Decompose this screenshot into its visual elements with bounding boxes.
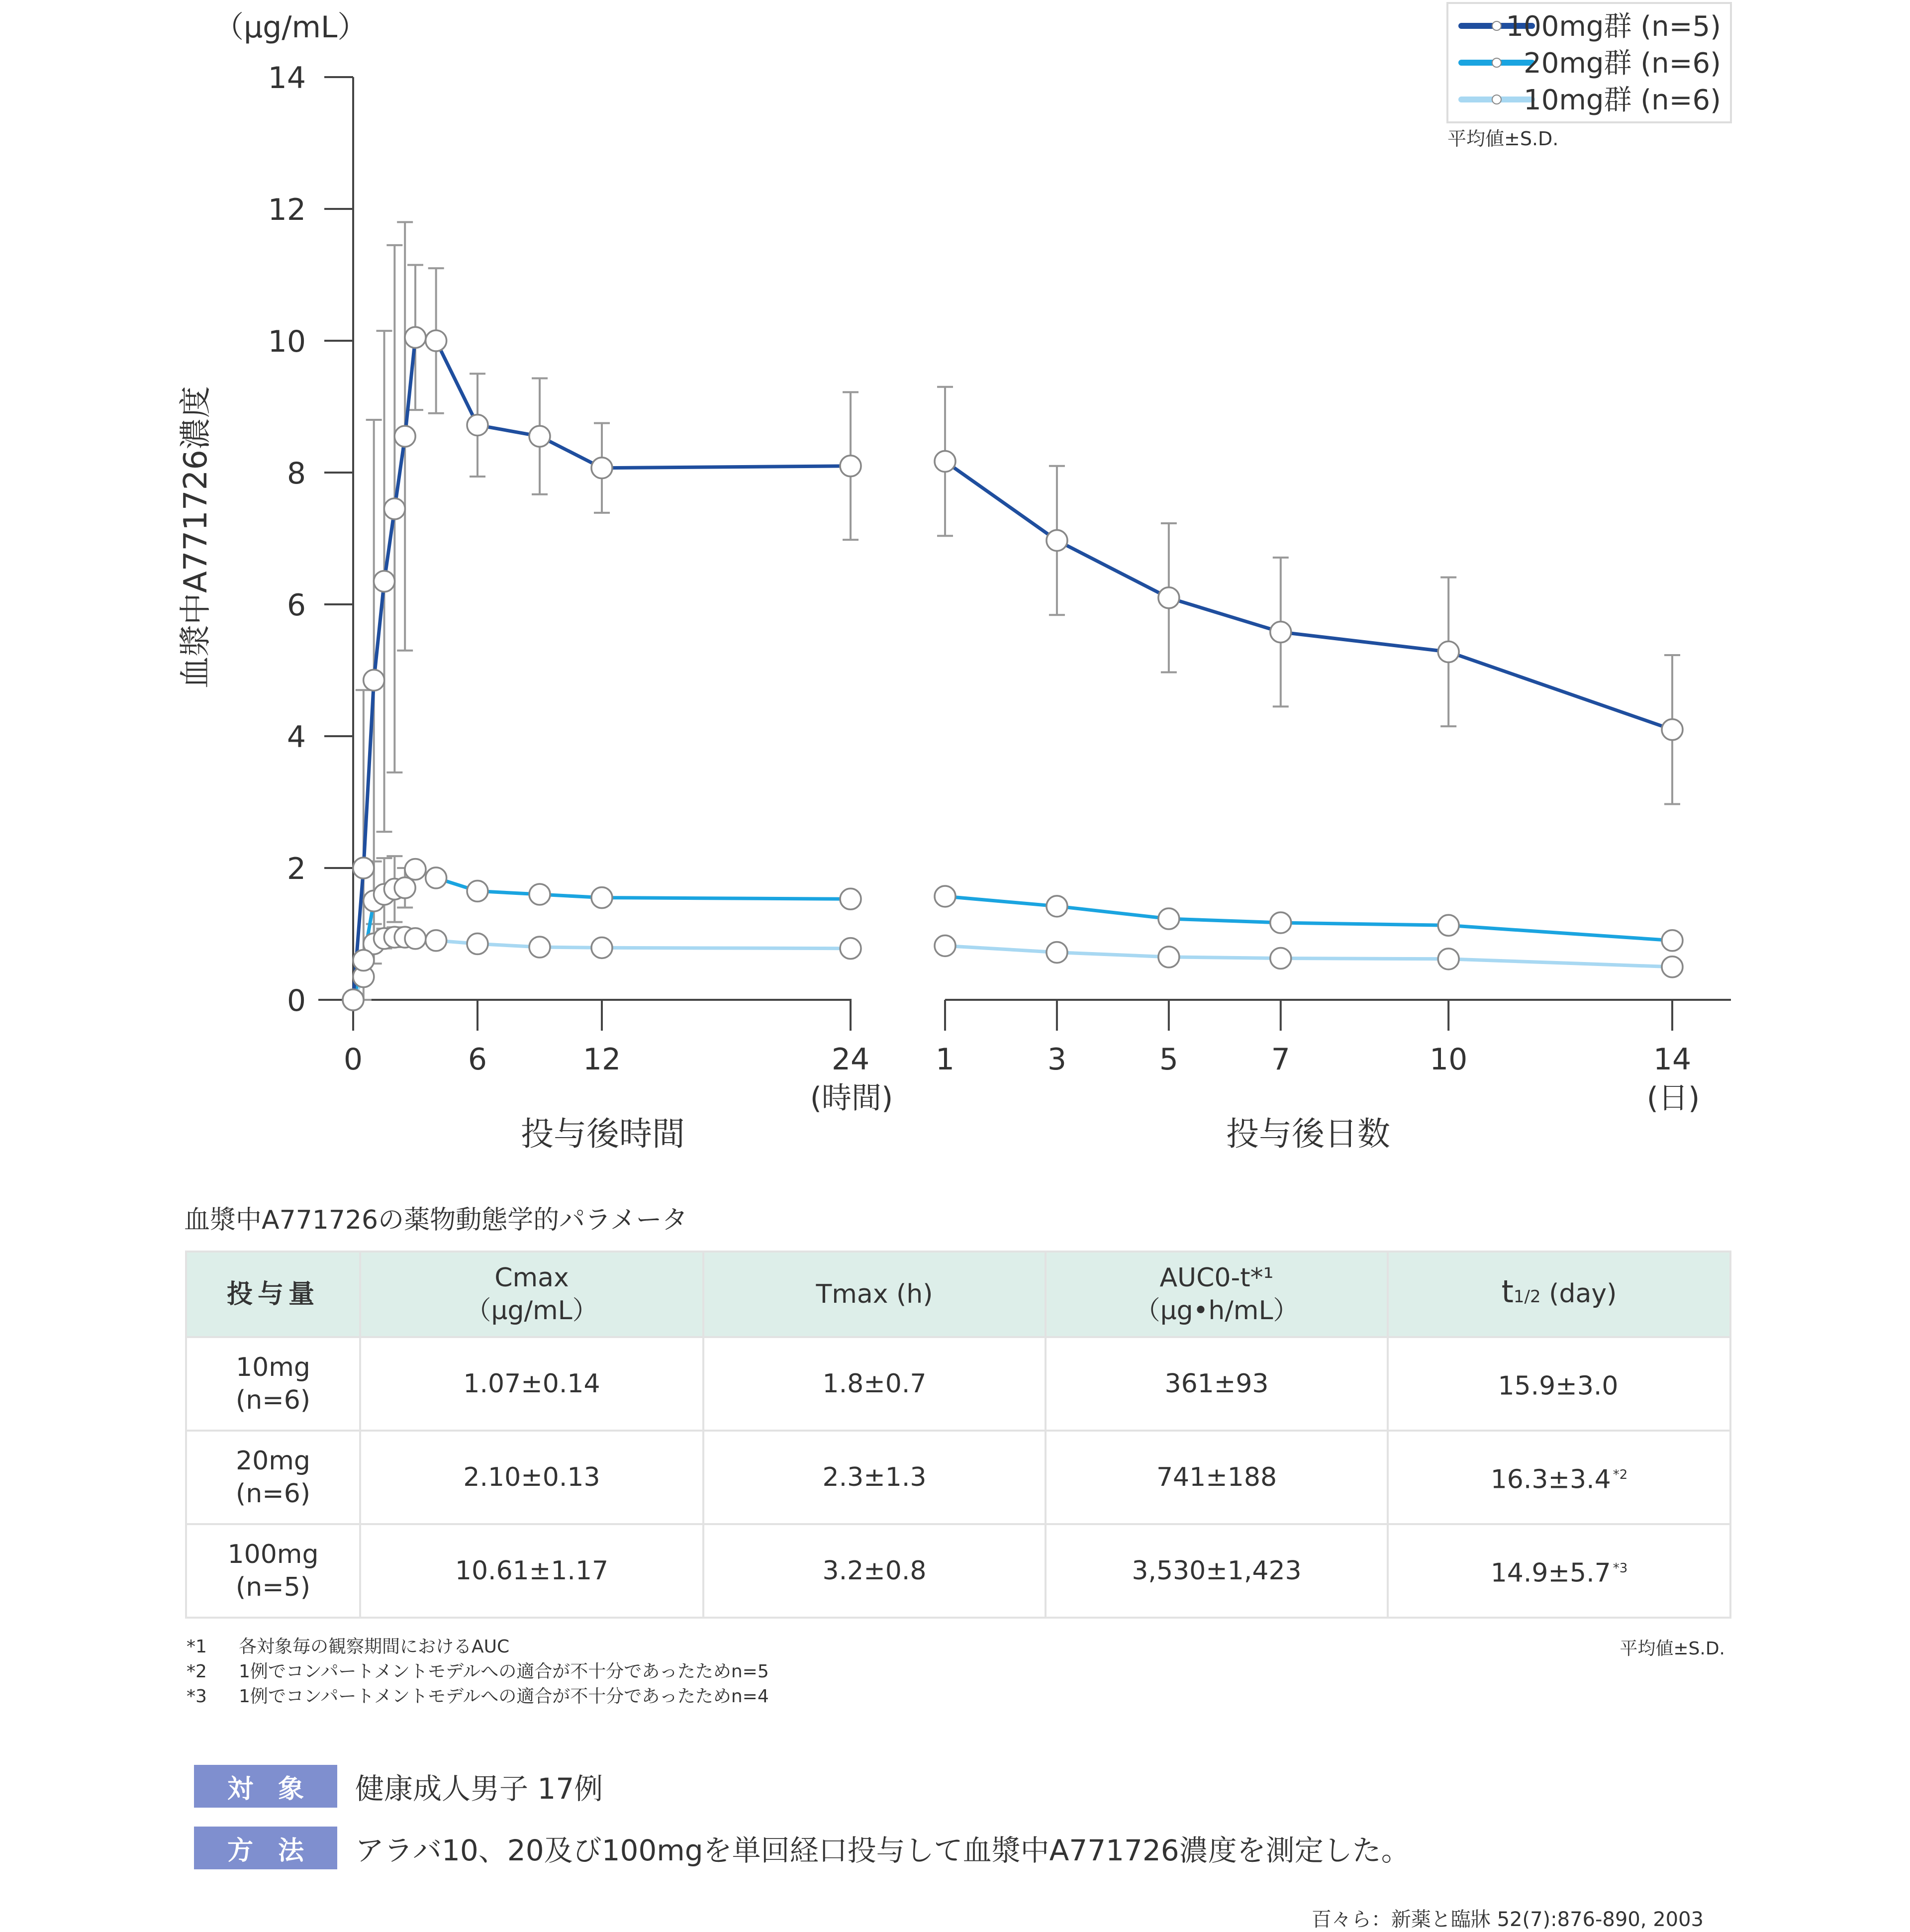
cell-cmax: 2.10±0.13: [360, 1431, 703, 1524]
data-point: [467, 933, 488, 954]
data-point: [1438, 949, 1459, 969]
data-point: [840, 888, 861, 909]
error-bars: [356, 222, 1680, 1000]
cell-auc: 361±93: [1046, 1337, 1388, 1431]
cell-dose: [186, 1337, 360, 1431]
data-point: [935, 935, 955, 956]
footnote-text: 1例でコンパートメントモデルへの適合が不十分であったためn=5: [239, 1661, 769, 1682]
x-axis-label: 投与後日数: [1226, 1115, 1390, 1153]
x-tick-label: 14: [1653, 1042, 1692, 1077]
data-point: [384, 498, 405, 519]
thalf-note: *3: [1613, 1561, 1628, 1576]
subject-row: [194, 1765, 603, 1808]
header-dose: 投与量: [186, 1252, 360, 1337]
table-row: [186, 1337, 1730, 1431]
data-point: [529, 426, 550, 447]
footnote-mark: *1: [187, 1637, 207, 1657]
data-point: [1270, 622, 1291, 643]
thalf-value: 16.3±3.4: [1490, 1464, 1611, 1495]
data-point: [1438, 641, 1459, 662]
cell-auc: 741±188: [1046, 1431, 1388, 1524]
cell-dose: [186, 1524, 360, 1618]
table-note: 平均値±S.D.: [1620, 1639, 1725, 1659]
footnote-3: [187, 1684, 769, 1709]
source-citation: 百々ら：新薬と臨牀 52(7):876-890, 2003: [1311, 1908, 1704, 1931]
y-tick-label: 14: [268, 61, 306, 96]
data-point: [405, 859, 426, 880]
header-cmax: [360, 1252, 703, 1337]
method-label: 方法: [194, 1827, 337, 1869]
table-row: [186, 1431, 1730, 1524]
subject-label: 対象: [194, 1765, 337, 1808]
header-auc: [1046, 1252, 1388, 1337]
data-point: [591, 937, 612, 958]
data-point: [1158, 908, 1179, 929]
data-point: [353, 950, 374, 971]
footnote-text: 各対象毎の観察期間におけるAUC: [239, 1637, 510, 1657]
cell-cmax: 1.07±0.14: [360, 1337, 703, 1431]
data-point: [405, 327, 426, 348]
footnote-1: [187, 1635, 769, 1659]
params-table-title: 血漿中A771726の薬物動態学的パラメータ: [184, 1205, 688, 1235]
data-point: [529, 884, 550, 905]
x-axis-label: 投与後時間: [521, 1115, 685, 1153]
data-point: [591, 887, 612, 908]
data-point: [364, 670, 384, 690]
cell-tmax: 1.8±0.7: [703, 1337, 1046, 1431]
y-tick-label: 12: [268, 193, 306, 227]
cell-tmax: 3.2±0.8: [703, 1524, 1046, 1618]
thalf-value: 14.9±5.7: [1490, 1558, 1611, 1588]
table-header-row: [186, 1252, 1730, 1337]
x-tick-label: 1: [935, 1042, 955, 1077]
y-tick-label: 4: [286, 720, 306, 755]
cell-thalf: [1388, 1337, 1730, 1431]
x-tick-label: 24: [831, 1042, 870, 1077]
data-point: [467, 880, 488, 901]
footnote-2: [187, 1659, 769, 1684]
legend-note: 平均値±S.D.: [1447, 128, 1559, 150]
data-point: [1662, 719, 1683, 740]
subject-text: 健康成人男子 17例: [355, 1772, 603, 1806]
data-point: [1047, 942, 1067, 963]
data-point: [1158, 587, 1179, 608]
data-point: [1662, 957, 1683, 977]
y-tick-label: 2: [286, 852, 306, 886]
table-row: [186, 1524, 1730, 1618]
chart-axes: [318, 77, 1731, 1031]
header-cmax-unit: （μg/mL）: [465, 1296, 598, 1326]
dose-n: (n=5): [235, 1572, 311, 1602]
legend-label: 20mg群 (n=6): [1524, 47, 1721, 80]
cell-cmax: 10.61±1.17: [360, 1524, 703, 1618]
footnote-mark: *3: [187, 1686, 207, 1707]
y-tick-label: 8: [286, 456, 306, 491]
header-cmax-label: Cmax: [494, 1263, 569, 1293]
y-tick-label: 10: [268, 324, 306, 359]
data-point: [405, 928, 426, 949]
y-axis-label: 血漿中A771726濃度: [178, 386, 214, 689]
chart-legend: [1447, 3, 1731, 150]
legend-marker: [1492, 21, 1501, 30]
data-point: [353, 858, 374, 878]
data-point: [467, 415, 488, 436]
x-tick-label: 7: [1271, 1042, 1290, 1077]
header-tmax: Tmax (h): [703, 1252, 1046, 1337]
cell-dose: [186, 1431, 360, 1524]
cell-thalf: [1388, 1524, 1730, 1618]
header-thalf-sub: 1/2: [1513, 1287, 1541, 1307]
data-point: [529, 937, 550, 958]
y-tick-label: 0: [286, 983, 306, 1018]
cell-tmax: 2.3±1.3: [703, 1431, 1046, 1524]
legend-label: 100mg群 (n=5): [1506, 10, 1721, 43]
y-tick-label: 6: [286, 588, 306, 623]
x-tick-label: 10: [1429, 1042, 1468, 1077]
data-point: [1158, 947, 1179, 967]
thalf-value: 15.9±3.0: [1498, 1371, 1619, 1401]
data-point: [1047, 896, 1067, 917]
data-point: [426, 868, 447, 888]
dose-value: 20mg: [236, 1446, 310, 1476]
data-point: [935, 886, 955, 907]
data-point: [1270, 912, 1291, 933]
header-thalf-t: t: [1501, 1273, 1514, 1310]
dose-n: (n=6): [235, 1385, 311, 1415]
data-point: [1047, 530, 1067, 551]
data-point: [935, 451, 955, 472]
dose-value: 100mg: [227, 1540, 319, 1569]
x-tick-label: 5: [1159, 1042, 1178, 1077]
x-tick-label: 0: [343, 1042, 363, 1077]
footnote-text: 1例でコンパートメントモデルへの適合が不十分であったためn=4: [239, 1686, 769, 1707]
x-tick-label: 3: [1047, 1042, 1067, 1077]
data-point: [1270, 948, 1291, 969]
series-line: [945, 462, 1672, 730]
data-point: [591, 458, 612, 479]
data-point: [1662, 930, 1683, 951]
y-unit-label: （μg/mL）: [214, 10, 368, 45]
series-points: [343, 327, 1683, 1010]
data-point: [1438, 915, 1459, 936]
data-point: [840, 938, 861, 959]
data-point: [426, 930, 447, 951]
x-unit-label: (時間): [810, 1081, 893, 1116]
data-point: [426, 330, 447, 351]
legend-marker: [1492, 95, 1501, 104]
cell-thalf: [1388, 1431, 1730, 1524]
method-row: [194, 1827, 1410, 1869]
header-auc-label: AUC0-t*¹: [1159, 1263, 1274, 1293]
header-thalf: [1388, 1252, 1730, 1337]
table-footnotes: [187, 1635, 769, 1709]
legend-label: 10mg群 (n=6): [1524, 84, 1721, 116]
dose-value: 10mg: [236, 1352, 310, 1382]
header-thalf-unit: (day): [1540, 1279, 1617, 1309]
x-tick-label: 6: [468, 1042, 487, 1077]
thalf-note: *2: [1613, 1467, 1628, 1483]
data-point: [840, 456, 861, 477]
data-point: [394, 426, 415, 447]
data-point: [374, 571, 395, 592]
header-auc-unit: （μg•h/mL）: [1134, 1296, 1299, 1326]
footnote-mark: *2: [187, 1661, 207, 1682]
series-lines: [353, 337, 1672, 1000]
legend-marker: [1492, 58, 1501, 67]
cell-auc: 3,530±1,423: [1046, 1524, 1388, 1618]
dose-n: (n=6): [235, 1479, 311, 1509]
data-point: [394, 877, 415, 898]
data-point: [343, 989, 364, 1010]
pk-parameters-table: [185, 1251, 1731, 1619]
x-unit-label: (日): [1646, 1081, 1700, 1116]
x-tick-label: 12: [582, 1042, 621, 1077]
method-text: アラバ10、20及び100mgを単回経口投与して血漿中A771726濃度を測定した。: [355, 1834, 1410, 1867]
